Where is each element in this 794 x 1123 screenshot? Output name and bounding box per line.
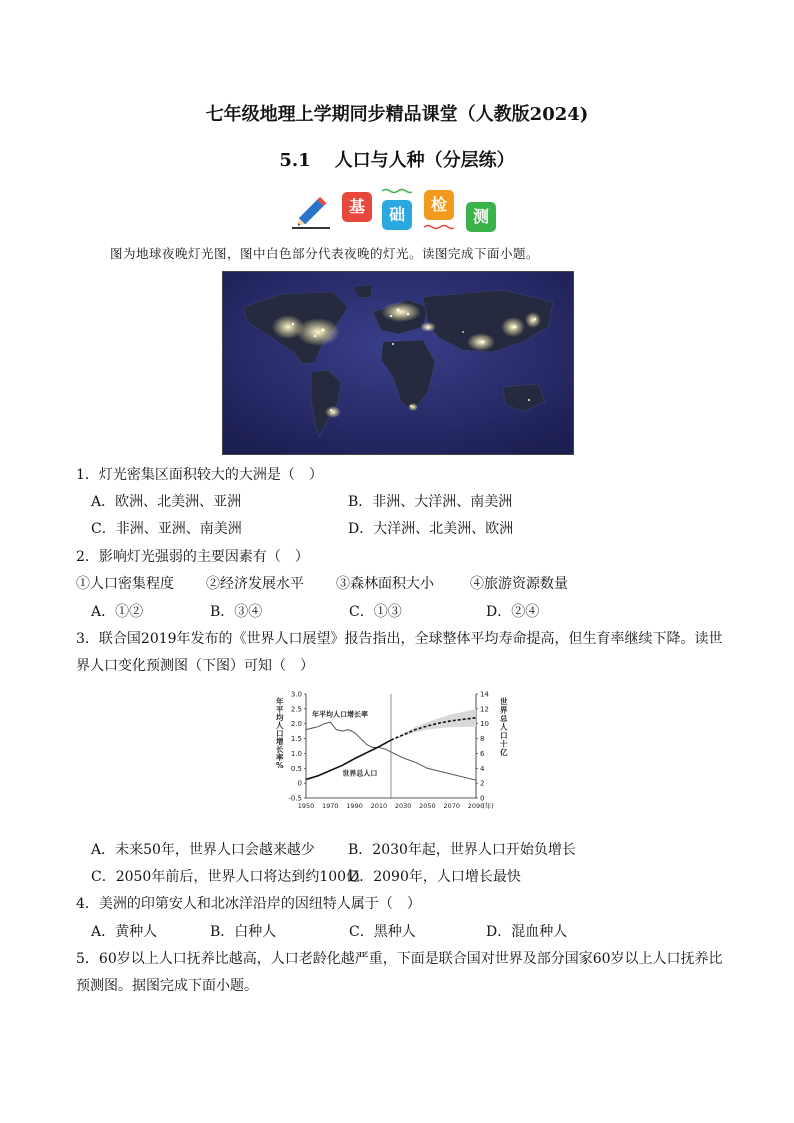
right-tick-label: 0 (480, 794, 485, 803)
q2-option-a: A．①② (91, 604, 144, 620)
left-axis-label-char: % (276, 761, 284, 770)
section-heading (0, 146, 794, 172)
right-axis-label-char: 人 (500, 722, 508, 732)
right-tick-label: 10 (480, 720, 489, 729)
q1-option-a: A．欧洲、北美洲、亚洲 (91, 494, 242, 510)
left-tick-label: 0 (297, 779, 302, 788)
q3-option-d: D．2090年，人口增长最快 (348, 869, 521, 885)
q3-option-b: B．2030年起，世界人口开始负增长 (348, 842, 576, 858)
left-tick-label: 1.5 (290, 735, 302, 744)
left-axis-label-char: 增 (276, 737, 284, 746)
document-title: 七年级地理上学期同步精品课堂（人教版2024) (205, 104, 589, 125)
level-badges (292, 188, 512, 232)
right-tick-label: 2 (480, 779, 485, 788)
right-tick-label: 8 (480, 735, 485, 744)
x-tick-label: 1950 (297, 802, 315, 810)
right-axis-label-char: 总 (500, 714, 508, 723)
population-chart (270, 686, 514, 828)
q2-option-c: C．①③ (349, 604, 402, 620)
question-5-stem-line1: 5．60岁以上人口抚养比越高，人口老龄化越严重，下面是联合国对世界及部分国家60岁以上人口抚养比 (76, 951, 723, 967)
wave-decoration-icon (424, 224, 454, 230)
q2-factor-1: ①人口密集程度 (76, 576, 174, 592)
section-title: 人口与人种（分层练） (334, 150, 515, 171)
left-tick-label: 1.0 (290, 749, 302, 758)
left-tick-label: 3.0 (290, 690, 302, 699)
left-axis-label-char: 平 (276, 705, 284, 714)
left-tick-label: 2.0 (290, 720, 302, 729)
q1-option-d: D．大洋洲、北美洲、欧洲 (348, 521, 514, 537)
right-axis-label-char: 亿 (500, 748, 508, 757)
question-3-stem-line1: 3．联合国2019年发布的《世界人口展望》报告指出，全球整体平均寿命提高，但生育率继续下降。读世 (76, 631, 723, 647)
badge-ji: 基 (342, 192, 372, 222)
right-tick-label: 6 (480, 749, 485, 758)
pencil-icon (292, 190, 334, 232)
badge-chu: 础 (382, 200, 412, 230)
population-series-label: 世界总人口 (342, 769, 378, 778)
x-tick-label: 2030 (394, 802, 412, 810)
badge-ce: 测 (466, 202, 496, 232)
x-tick-label: 1970 (322, 802, 339, 810)
left-axis-label-char: 人 (276, 721, 284, 730)
q2-factor-4: ④旅游资源数量 (470, 576, 568, 592)
right-tick-label: 12 (480, 705, 489, 714)
x-tick-label: 2070 (443, 802, 460, 810)
intro-text: 图为地球夜晚灯光图，图中白色部分代表夜晚的灯光。读图完成下面小题。 (110, 246, 540, 261)
q4-option-d: D．混血种人 (486, 924, 568, 940)
q1-option-c: C．非洲、亚洲、南美洲 (91, 521, 242, 537)
question-2-stem: 2．影响灯光强弱的主要因素有（ ） (76, 549, 309, 565)
x-axis-unit: (年) (482, 802, 494, 810)
q4-option-c: C．黑种人 (349, 924, 416, 940)
question-3-stem-line2: 界人口变化预测图（下图）可知（ ） (76, 658, 314, 674)
q1-option-b: B．非洲、大洋洲、南美洲 (348, 494, 513, 510)
right-axis-label-char: 十 (500, 739, 508, 749)
right-axis-label-char: 口 (500, 731, 508, 740)
left-axis-label-char: 年 (276, 697, 284, 706)
q2-option-d: D．②④ (486, 604, 540, 620)
question-1-stem: 1．灯光密集区面积较大的大洲是（ ） (76, 467, 323, 483)
right-axis-label-char: 界 (500, 705, 508, 715)
q2-factor-3: ③森林面积大小 (336, 576, 434, 592)
q4-option-b: B．白种人 (210, 924, 277, 940)
left-tick-label: 0.5 (290, 764, 302, 773)
left-axis-label-char: 率 (276, 753, 284, 762)
q3-option-a: A．未来50年，世界人口会越来越少 (91, 842, 315, 858)
x-tick-label: 2010 (370, 802, 388, 810)
x-tick-label: 1990 (346, 802, 363, 810)
night-lights-map (222, 271, 574, 455)
q2-option-b: B．③④ (210, 604, 263, 620)
wave-decoration-icon (382, 188, 412, 194)
x-tick-label: 2050 (419, 802, 436, 810)
q2-factor-2: ②经济发展水平 (206, 576, 304, 592)
section-number: 5.1 (279, 150, 311, 171)
badge-jian: 检 (424, 190, 454, 220)
growth-rate-series-label: 年平均人口增长率 (312, 710, 369, 719)
left-axis-label-char: 长 (276, 745, 284, 754)
left-axis-label-char: 口 (276, 729, 284, 738)
q3-option-c: C．2050年前后，世界人口将达到约100亿 (91, 869, 361, 885)
left-tick-label: 2.5 (290, 705, 302, 714)
q4-option-a: A．黄种人 (91, 924, 158, 940)
left-tick-label: -0.5 (288, 794, 302, 803)
left-axis-label-char: 均 (276, 713, 284, 722)
right-axis-label-char: 世 (500, 697, 508, 706)
right-tick-label: 14 (480, 690, 489, 699)
right-tick-label: 4 (480, 764, 485, 773)
question-4-stem: 4．美洲的印第安人和北冰洋沿岸的因纽特人属于（ ） (76, 896, 421, 912)
x-tick-label: 2090 (467, 802, 485, 810)
question-5-stem-line2: 预测图。据图完成下面小题。 (76, 978, 258, 994)
